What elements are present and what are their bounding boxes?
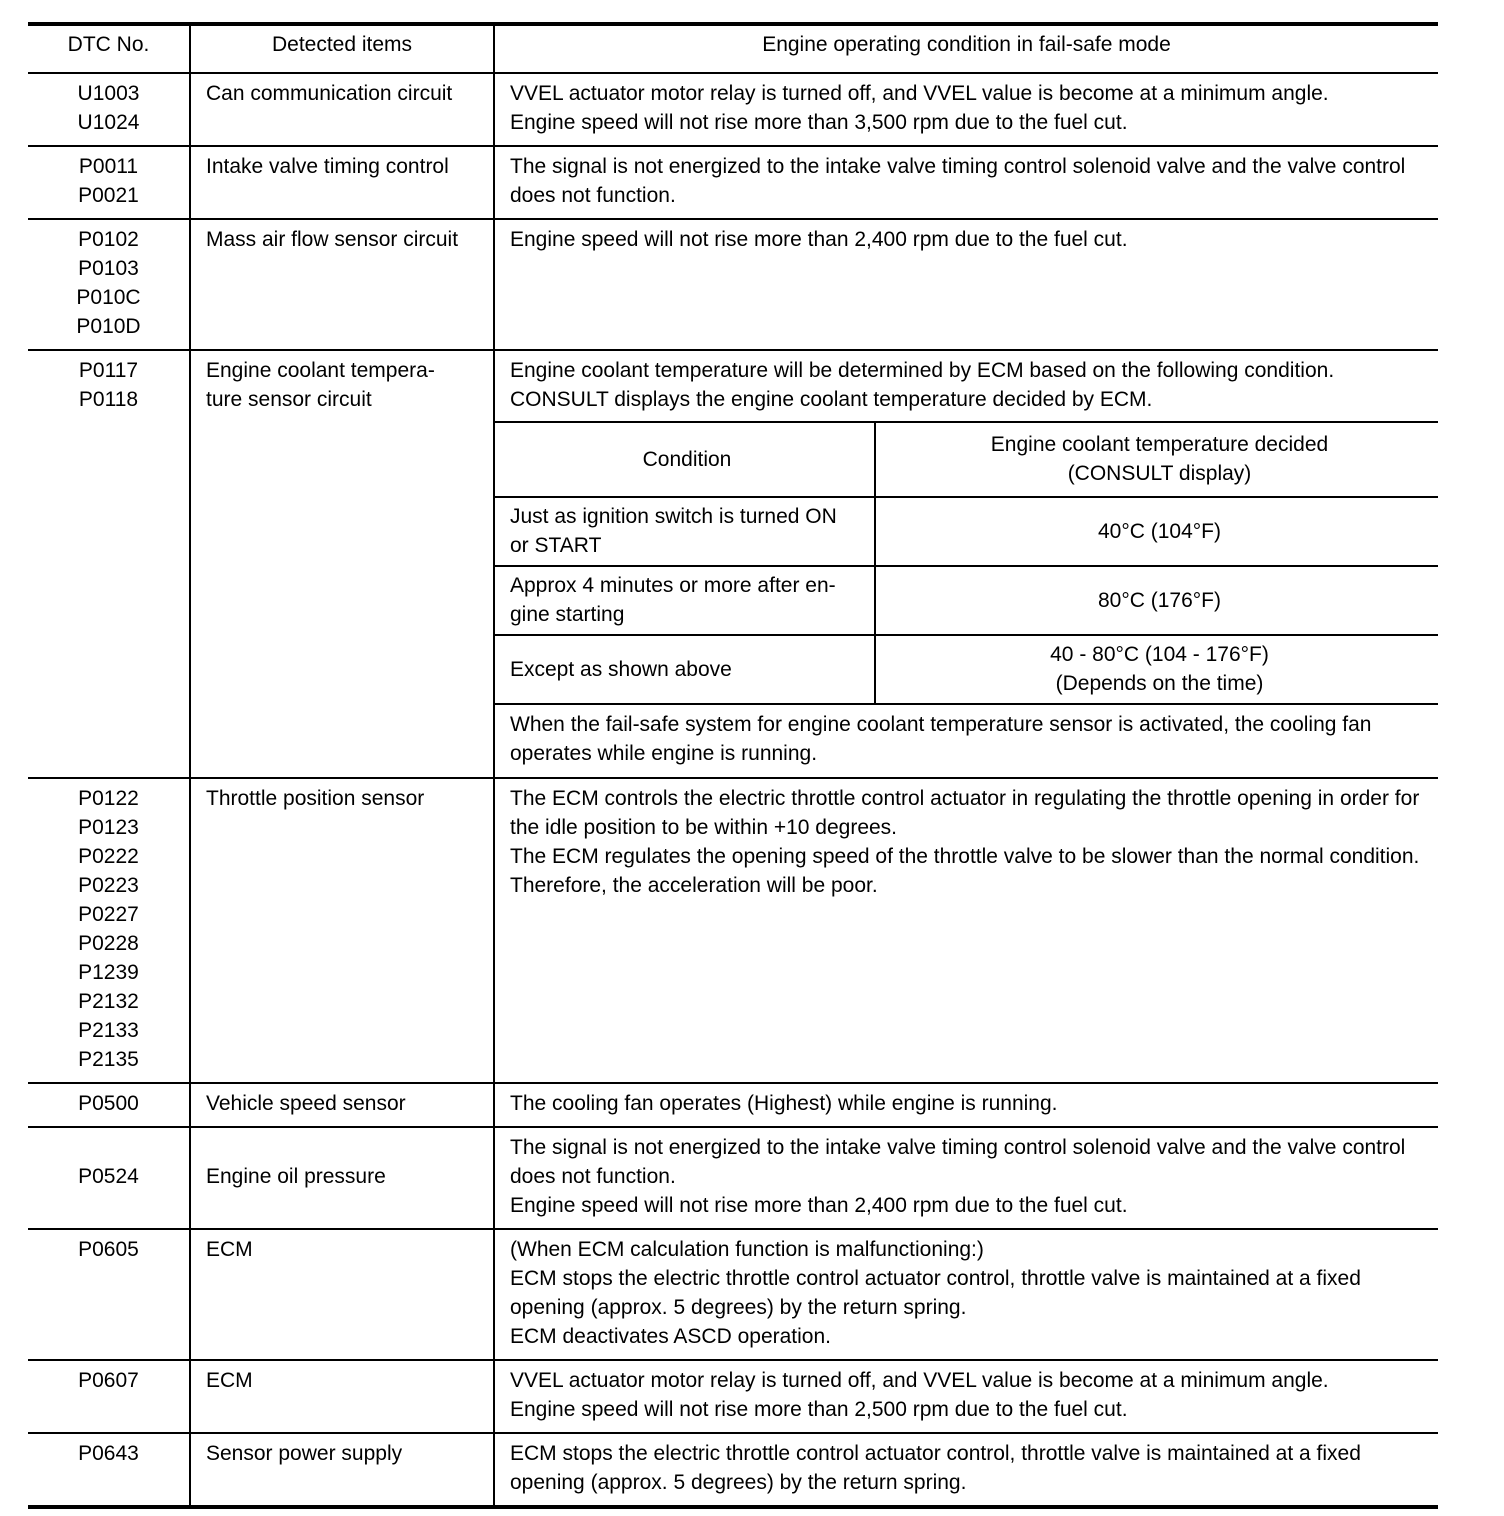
- condition-text: Engine coolant temperature will be determined by ECM based on the following condition.: [510, 359, 1335, 382]
- condition-cell: [494, 1433, 1438, 1507]
- subtable-row: [495, 497, 1438, 566]
- dtc-code: U1003: [77, 82, 140, 105]
- dtc-code: P010C: [76, 286, 141, 309]
- condition-text: The ECM controls the electric throttle control actuator in regulating the throttle opening in order for the idle position to be within +10 degrees.: [510, 787, 1420, 839]
- detected-item: ECM: [206, 1238, 253, 1261]
- header-detected-items: Detected items: [190, 24, 494, 73]
- condition-cell: [494, 73, 1438, 146]
- subtable-header-condition: Condition: [495, 422, 875, 497]
- condition-text: CONSULT displays the engine coolant temperature decided by ECM.: [510, 388, 1153, 411]
- table-row: [28, 350, 1438, 778]
- dtc-cell: [28, 1229, 190, 1360]
- detected-item: Engine coolant tempera-: [206, 359, 435, 382]
- condition-text: Engine speed will not rise more than 2,500 rpm due to the fuel cut.: [510, 1398, 1128, 1421]
- dtc-code: P0102: [78, 228, 139, 251]
- table-row: [28, 1433, 1438, 1507]
- condition-text: ECM stops the electric throttle control actuator control, throttle valve is maintained at a fixed opening (approx. 5 degrees) by the return spring.: [510, 1267, 1361, 1319]
- dtc-code: P0103: [78, 257, 139, 280]
- subtable-condition: Approx 4 minutes or more after en- gine starting: [495, 566, 875, 635]
- coolant-temperature-subtable: [495, 421, 1438, 703]
- condition-text: Engine speed will not rise more than 2,400 rpm due to the fuel cut.: [510, 228, 1128, 251]
- condition-note: When the fail-safe system for engine coolant temperature sensor is activated, the cooling fan operates while engine is running.: [495, 703, 1438, 777]
- condition-cell: [494, 778, 1438, 1083]
- condition-text: The ECM regulates the opening speed of the throttle valve to be slower than the normal condition.: [510, 845, 1420, 868]
- condition-text: VVEL actuator motor relay is turned off, and VVEL value is become at a minimum angle.: [510, 1369, 1329, 1392]
- table-row: [28, 1360, 1438, 1433]
- condition-cell: [494, 1229, 1438, 1360]
- dtc-cell: [28, 219, 190, 350]
- detected-item-cell: [190, 1229, 494, 1360]
- detected-item: Vehicle speed sensor: [206, 1092, 406, 1115]
- table-row: [28, 1083, 1438, 1127]
- dtc-code: P2132: [78, 990, 139, 1013]
- subtable-temperature: 40°C (104°F): [875, 497, 1438, 566]
- dtc-code: P2133: [78, 1019, 139, 1042]
- subtable-header-temperature: Engine coolant temperature decided (CONSULT display): [875, 422, 1438, 497]
- dtc-cell: [28, 73, 190, 146]
- condition-cell: [494, 350, 1438, 778]
- detected-item-cell: [190, 73, 494, 146]
- dtc-code: P0222: [78, 845, 139, 868]
- condition-text: The cooling fan operates (Highest) while engine is running.: [510, 1092, 1058, 1115]
- dtc-code: P0228: [78, 932, 139, 955]
- dtc-code: P0118: [78, 388, 139, 411]
- table-row: [28, 146, 1438, 219]
- dtc-cell: [28, 350, 190, 778]
- table-row: [28, 1127, 1438, 1229]
- subtable-condition: Just as ignition switch is turned ON or START: [495, 497, 875, 566]
- dtc-code: P0117: [78, 359, 139, 382]
- condition-text: (When ECM calculation function is malfunctioning:): [510, 1238, 984, 1261]
- dtc-code: P0223: [78, 874, 139, 897]
- dtc-code: P0500: [78, 1092, 139, 1115]
- detected-item-cell: [190, 219, 494, 350]
- dtc-code: P0122: [78, 787, 139, 810]
- dtc-cell: [28, 1360, 190, 1433]
- condition-text: Engine speed will not rise more than 2,400 rpm due to the fuel cut.: [510, 1194, 1128, 1217]
- condition-cell: [494, 146, 1438, 219]
- dtc-code: P1239: [78, 961, 139, 984]
- dtc-code: P0605: [78, 1238, 139, 1261]
- dtc-code: P2135: [78, 1048, 139, 1071]
- condition-text: ECM deactivates ASCD operation.: [510, 1325, 831, 1348]
- detected-item: Intake valve timing control: [206, 155, 449, 178]
- condition-text: The signal is not energized to the intake valve timing control solenoid valve and the valve control does not function.: [510, 155, 1406, 207]
- dtc-code: P0524: [78, 1165, 139, 1188]
- detected-item-cell: [190, 1433, 494, 1507]
- detected-item: Mass air flow sensor circuit: [206, 228, 459, 251]
- condition-cell: [494, 219, 1438, 350]
- detected-item: Throttle position sensor: [206, 787, 425, 810]
- table-row: [28, 1229, 1438, 1360]
- detected-item: Can communication circuit: [206, 82, 453, 105]
- dtc-code: P0123: [78, 816, 139, 839]
- dtc-code: P0227: [78, 903, 139, 926]
- dtc-code: P010D: [76, 315, 141, 338]
- subtable-condition: Except as shown above: [495, 635, 875, 703]
- condition-intro: [495, 351, 1438, 421]
- condition-text: VVEL actuator motor relay is turned off, and VVEL value is become at a minimum angle.: [510, 82, 1329, 105]
- dtc-code: P0607: [78, 1369, 139, 1392]
- subtable-temperature: 80°C (176°F): [875, 566, 1438, 635]
- condition-cell: [494, 1083, 1438, 1127]
- condition-text: ECM stops the electric throttle control actuator control, throttle valve is maintained at a fixed opening (approx. 5 degrees) by the return spring.: [510, 1442, 1361, 1494]
- detected-item-cell: [190, 1083, 494, 1127]
- fail-safe-document: [28, 22, 1438, 1509]
- detected-item: ture sensor circuit: [206, 388, 372, 411]
- dtc-cell: [28, 146, 190, 219]
- dtc-cell: [28, 778, 190, 1083]
- condition-text: Therefore, the acceleration will be poor.: [510, 874, 878, 897]
- detected-item-cell: [190, 778, 494, 1083]
- condition-cell: [494, 1360, 1438, 1433]
- condition-text: Engine speed will not rise more than 3,500 rpm due to the fuel cut.: [510, 111, 1128, 134]
- subtable-temperature: 40 - 80°C (104 - 176°F) (Depends on the time): [875, 635, 1438, 703]
- table-row: [28, 778, 1438, 1083]
- fail-safe-table: [28, 22, 1438, 1509]
- detected-item: Sensor power supply: [206, 1442, 403, 1465]
- table-header-row: [28, 24, 1438, 73]
- dtc-cell: [28, 1127, 190, 1229]
- dtc-code: P0011: [78, 155, 139, 178]
- table-row: [28, 73, 1438, 146]
- table-row: [28, 219, 1438, 350]
- dtc-code: P0643: [78, 1442, 139, 1465]
- subtable-header-row: [495, 422, 1438, 497]
- dtc-code: U1024: [77, 111, 140, 134]
- header-dtc-no: DTC No.: [28, 24, 190, 73]
- subtable-row: [495, 566, 1438, 635]
- header-engine-operating-condition: Engine operating condition in fail-safe mode: [494, 24, 1438, 73]
- subtable-row: [495, 635, 1438, 703]
- condition-text: The signal is not energized to the intake valve timing control solenoid valve and the valve control does not function.: [510, 1136, 1406, 1188]
- detected-item-cell: [190, 146, 494, 219]
- dtc-cell: [28, 1083, 190, 1127]
- dtc-code: P0021: [78, 184, 139, 207]
- detected-item-cell: [190, 1127, 494, 1229]
- detected-item-cell: [190, 1360, 494, 1433]
- condition-cell: [494, 1127, 1438, 1229]
- detected-item-cell: [190, 350, 494, 778]
- detected-item: ECM: [206, 1369, 253, 1392]
- dtc-cell: [28, 1433, 190, 1507]
- detected-item: Engine oil pressure: [206, 1165, 386, 1188]
